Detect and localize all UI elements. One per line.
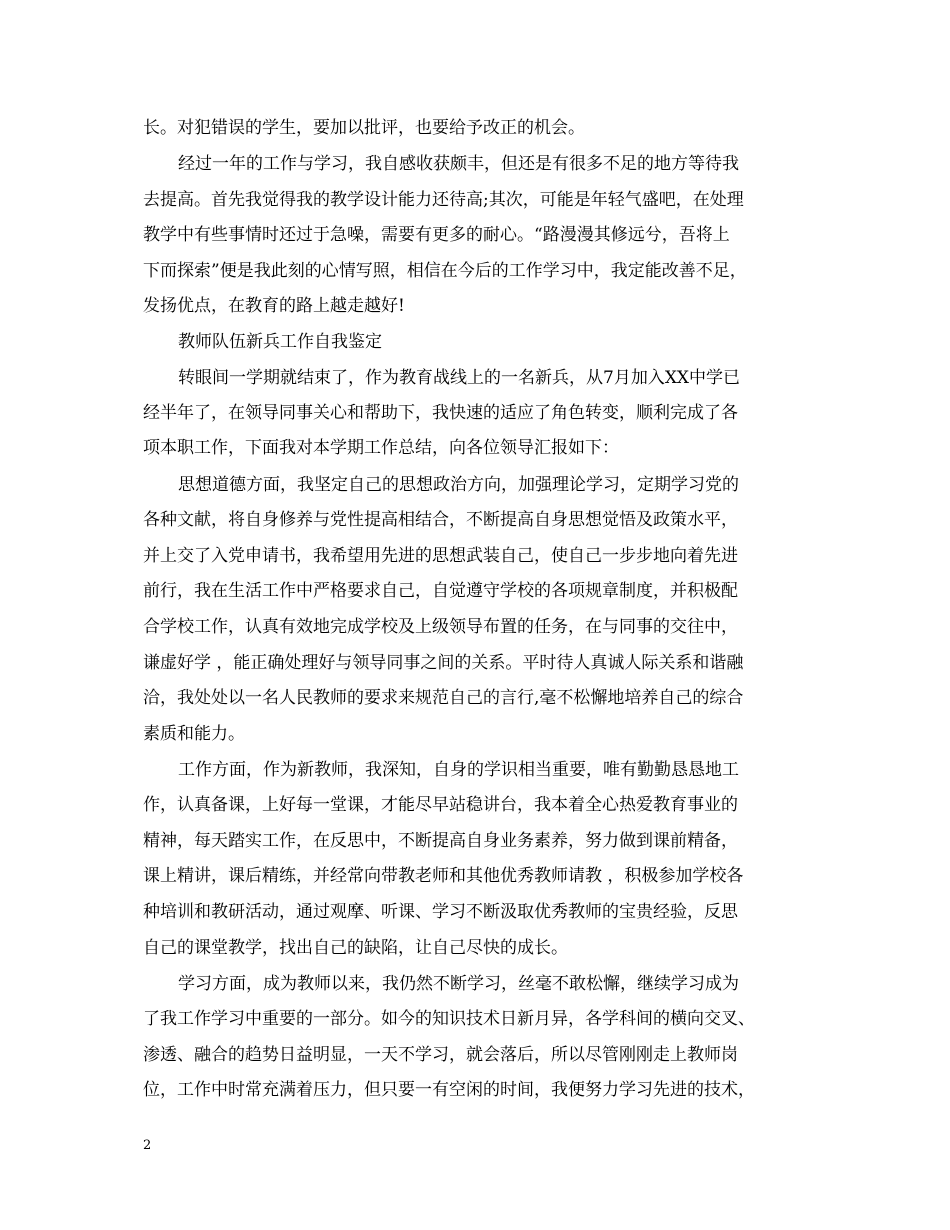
text-line: 思想道德方面，我坚定自己的思想政治方向，加强理论学习，定期学习党的 [178,475,739,495]
text-line: 教学中有些事情时还过于急噪，需要有更多的耐心。“路漫漫其修远兮，吾将上 [143,225,730,245]
text-line: 位，工作中时常充满着压力，但只要一有空闲的时间，我便努力学习先进的技术， [143,1080,755,1100]
text-line: 去提高。首先我觉得我的教学设计能力还待高;其次，可能是年轻气盛吧，在处理 [143,190,744,210]
text-line: 发扬优点，在教育的路上越走越好! [143,296,405,316]
text-line: 种培训和教研活动，通过观摩、听课、学习不断汲取优秀教师的宝贵经验，反思 [143,902,738,922]
text-line: 下而探索”便是我此刻的心情写照，相信在今后的工作学习中，我定能改善不足， [143,261,747,281]
text-line: 作，认真备课，上好每一堂课，才能尽早站稳讲台，我本着全心热爱教育事业的 [143,795,738,815]
text-line: 转眼间一学期就结束了，作为教育战线上的一名新兵，从7月加入XX中学已 [178,368,741,388]
text-line: 各种文献，将自身修养与党性提高相结合，不断提高自身思想觉悟及政策水平， [143,510,738,530]
text-line: 工作方面，作为新教师，我深知，自身的学识相当重要，唯有勤勤恳恳地工 [178,760,739,780]
text-line: 学习方面，成为教师以来，我仍然不断学习，丝毫不敢松懈，继续学习成为 [178,974,739,994]
text-line: 项本职工作，下面我对本学期工作总结，向各位领导汇报如下： [143,438,619,458]
text-line: 了我工作学习中重要的一部分。如今的知识技术日新月异，各学科间的横向交叉、 [143,1009,755,1029]
text-line: 素质和能力。 [143,724,245,744]
text-line: 谦虚好学 ，能正确处理好与领导同事之间的关系。平时待人真诚人际关系和谐融 [143,653,744,673]
page-number: 2 [143,1138,152,1153]
text-line: 洽，我处处以一名人民教师的要求来规范自己的言行,毫不松懈地培养自己的综合 [143,688,744,708]
text-line: 并上交了入党申请书，我希望用先进的思想武装自己，使自己一步步地向着先进 [143,546,738,566]
text-line: 长。对犯错误的学生，要加以批评，也要给予改正的机会。 [143,118,585,138]
text-line: 合学校工作，认真有效地完成学校及上级领导布置的任务，在与同事的交往中， [143,617,738,637]
text-line: 经半年了，在领导同事关心和帮助下，我快速的适应了角色转变，顺利完成了各 [143,403,738,423]
text-line: 自己的课堂教学，找出自己的缺陷，让自己尽快的成长。 [143,938,568,958]
text-line: 渗透、融合的趋势日益明显，一天不学习，就会落后，所以尽管刚刚走上教师岗 [143,1045,738,1065]
text-line: 课上精讲，课后精练，并经常向带教老师和其他优秀教师请教 ，积极参加学校各 [143,866,744,886]
text-line: 精神，每天踏实工作，在反思中，不断提高自身业务素养，努力做到课前精备， [143,831,738,851]
section-heading: 教师队伍新兵工作自我鉴定 [178,332,382,352]
text-line: 经过一年的工作与学习，我自感收获颇丰，但还是有很多不足的地方等待我 [178,154,739,174]
text-line: 前行，我在生活工作中严格要求自己，自觉遵守学校的各项规章制度，并积极配 [143,581,738,601]
